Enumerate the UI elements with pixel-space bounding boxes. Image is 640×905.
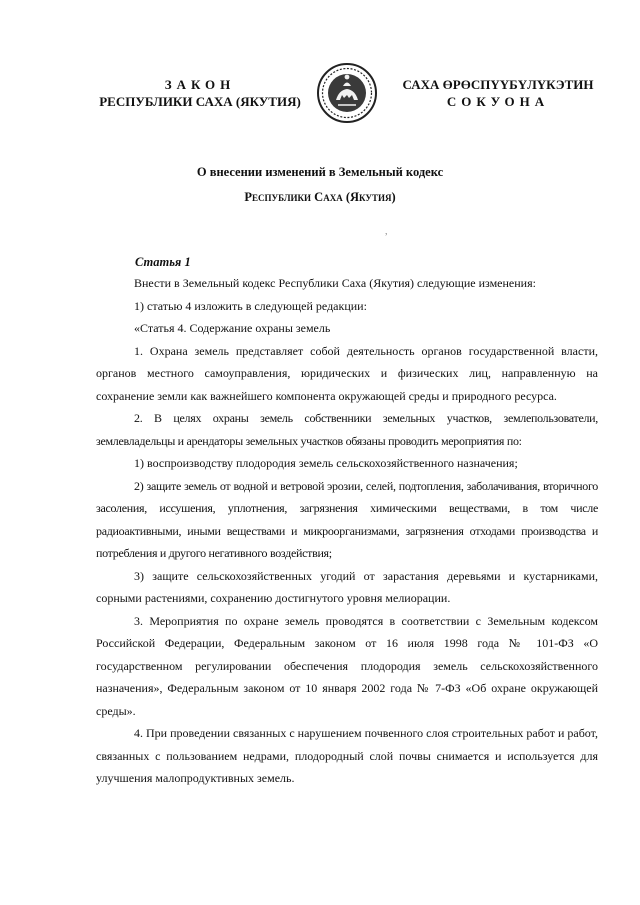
paragraph: 1) воспроизводству плодородия земель сельскохозяйственного назначения; bbox=[134, 456, 518, 470]
paragraph: «Статья 4. Содержание охраны земель bbox=[134, 321, 331, 335]
document-title-line2: Республики Саха (Якутия) bbox=[244, 190, 396, 204]
paragraph: 1. Охрана земель представляет собой деятельность органов государственной власти, органов местного самоуправления, юридических и физических лиц, направленную на сохранение земли как важнейшего компонента окружающей среды и природного ресурса. bbox=[96, 343, 598, 403]
scan-mark: , bbox=[385, 226, 388, 237]
republic-name: РЕСПУБЛИКИ САХА (ЯКУТИЯ) bbox=[99, 94, 301, 109]
paragraph: 3. Мероприятия по охране земель проводятся в соответствии с Земельным кодексом Российской Федерации, Федеральным законом от 16 июля 1998 года № 101-ФЗ «О государственном регулировании обеспечения плодородия земель сельскохозяйственного назначения», Федеральным законом от 10 января 2002 года № 7-ФЗ «Об охране окружающей среды». bbox=[96, 613, 598, 718]
law-word-yakut: СОКУОНА bbox=[446, 94, 550, 109]
paragraph: 2) защите земель от водной и ветровой эрозии, селей, подтопления, заболачивания, вторичного засоления, иссушения, уплотнения, загрязнения химическими веществами, в том числе радиоактивными, иными веществами и микроорганизмами, загрязнения отходами производства и потребления и другого негативного воздействия; bbox=[96, 478, 598, 560]
republic-name-yakut: САХА ӨРӨСПҮҮБҮЛҮКЭТИН bbox=[402, 77, 594, 92]
law-word: ЗАКОН bbox=[164, 77, 236, 92]
article-heading: Статья 1 bbox=[135, 255, 191, 269]
header-right bbox=[383, 76, 613, 110]
document-body bbox=[96, 272, 598, 790]
paragraph: 1) статью 4 изложить в следующей редакции: bbox=[134, 298, 367, 313]
paragraph: 2. В целях охраны земель собственники земельных участков, землепользователи, землевладельцы и арендаторы земельных участков обязаны проводить мероприятия по: bbox=[96, 411, 598, 448]
coat-of-arms-icon bbox=[316, 62, 378, 124]
paragraph: 3) защите сельскохозяйственных угодий от зарастания деревьями и кустарниками, сорными растениями, сохранению достигнутого уровня мелиорации. bbox=[96, 568, 598, 605]
header-left bbox=[85, 76, 315, 110]
paragraph: Внести в Земельный кодекс Республики Саха (Якутия) следующие изменения: bbox=[134, 276, 536, 290]
paragraph: 4. При проведении связанных с нарушением почвенного слоя строительных работ и работ, связанных с пользованием недрами, плодородный слой почвы снимается и используется для улучшения малопродуктивных земель. bbox=[96, 726, 598, 785]
document-title-line1: О внесении изменений в Земельный кодекс bbox=[196, 165, 444, 179]
